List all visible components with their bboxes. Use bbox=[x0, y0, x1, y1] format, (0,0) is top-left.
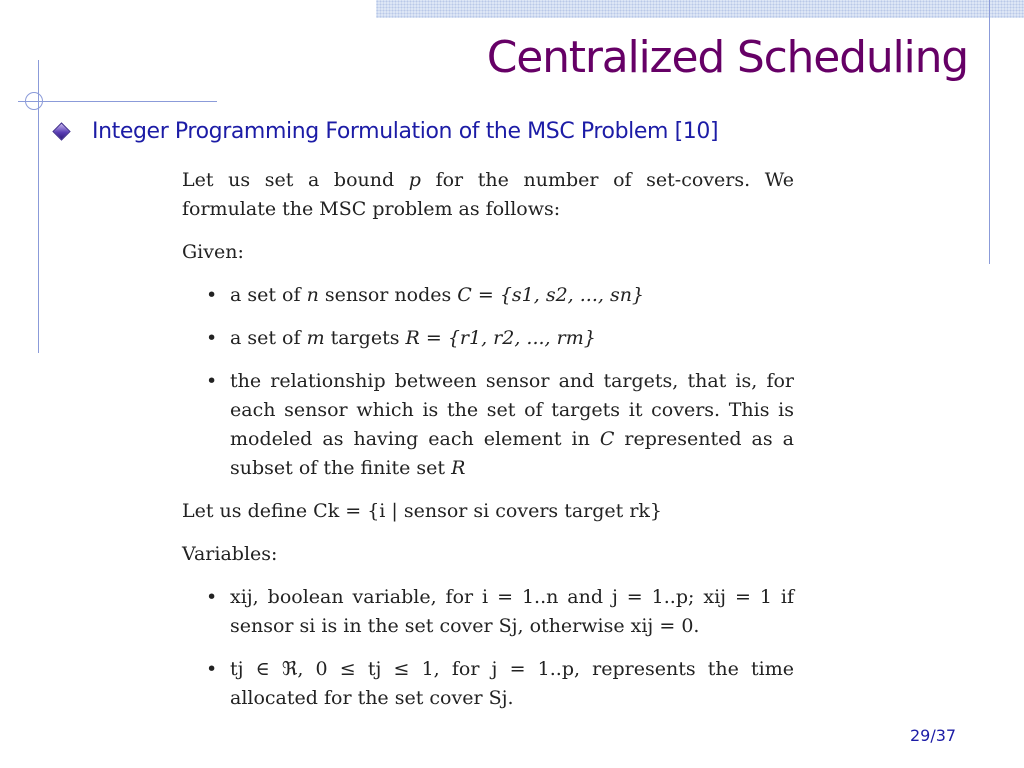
given-item-relationship: • the relationship between sensor and targets, that is, for each sensor which is the set of targets it covers. This is modeled as having each element in C represented as a subset of the finite set R bbox=[182, 367, 794, 483]
variable-item-t: • tj ∈ ℜ, 0 ≤ tj ≤ 1, for j = 1..p, represents the time allocated for the set cover Sj. bbox=[182, 655, 794, 713]
given-item-sensors: • a set of n sensor nodes C = {s1, s2, ..., sn} bbox=[182, 281, 794, 310]
target-set-formula: R = {r1, r2, ..., rm} bbox=[405, 327, 596, 349]
left-horizontal-rule bbox=[18, 101, 217, 102]
crosshair-circle-decoration bbox=[25, 92, 43, 110]
sensor-set-formula: C = {s1, s2, ..., sn} bbox=[457, 284, 645, 306]
slide-title: Centralized Scheduling bbox=[486, 32, 968, 83]
given-label: Given: bbox=[182, 241, 244, 263]
diamond-bullet-icon bbox=[52, 122, 70, 140]
variables-list bbox=[182, 583, 794, 713]
define-line: Let us define Ck = {i | sensor si covers target rk} bbox=[182, 500, 663, 522]
slide-subtitle: Integer Programming Formulation of the MSC Problem [10] bbox=[92, 119, 719, 144]
variable-item-x: • xij, boolean variable, for i = 1..n and j = 1..p; xij = 1 if sensor si is in the set cover Sj, otherwise xij = 0. bbox=[182, 583, 794, 641]
given-list bbox=[182, 281, 794, 483]
formulation-text bbox=[182, 166, 794, 713]
page-number: 29/37 bbox=[910, 726, 957, 745]
right-vertical-rule bbox=[989, 0, 990, 264]
given-item-targets: • a set of m targets R = {r1, r2, ..., rm} bbox=[182, 324, 794, 353]
intro-paragraph: Let us set a bound p for the number of set-covers. We formulate the MSC problem as follows: bbox=[182, 169, 794, 220]
variables-label: Variables: bbox=[182, 543, 278, 565]
dotted-header-band bbox=[376, 0, 1024, 18]
